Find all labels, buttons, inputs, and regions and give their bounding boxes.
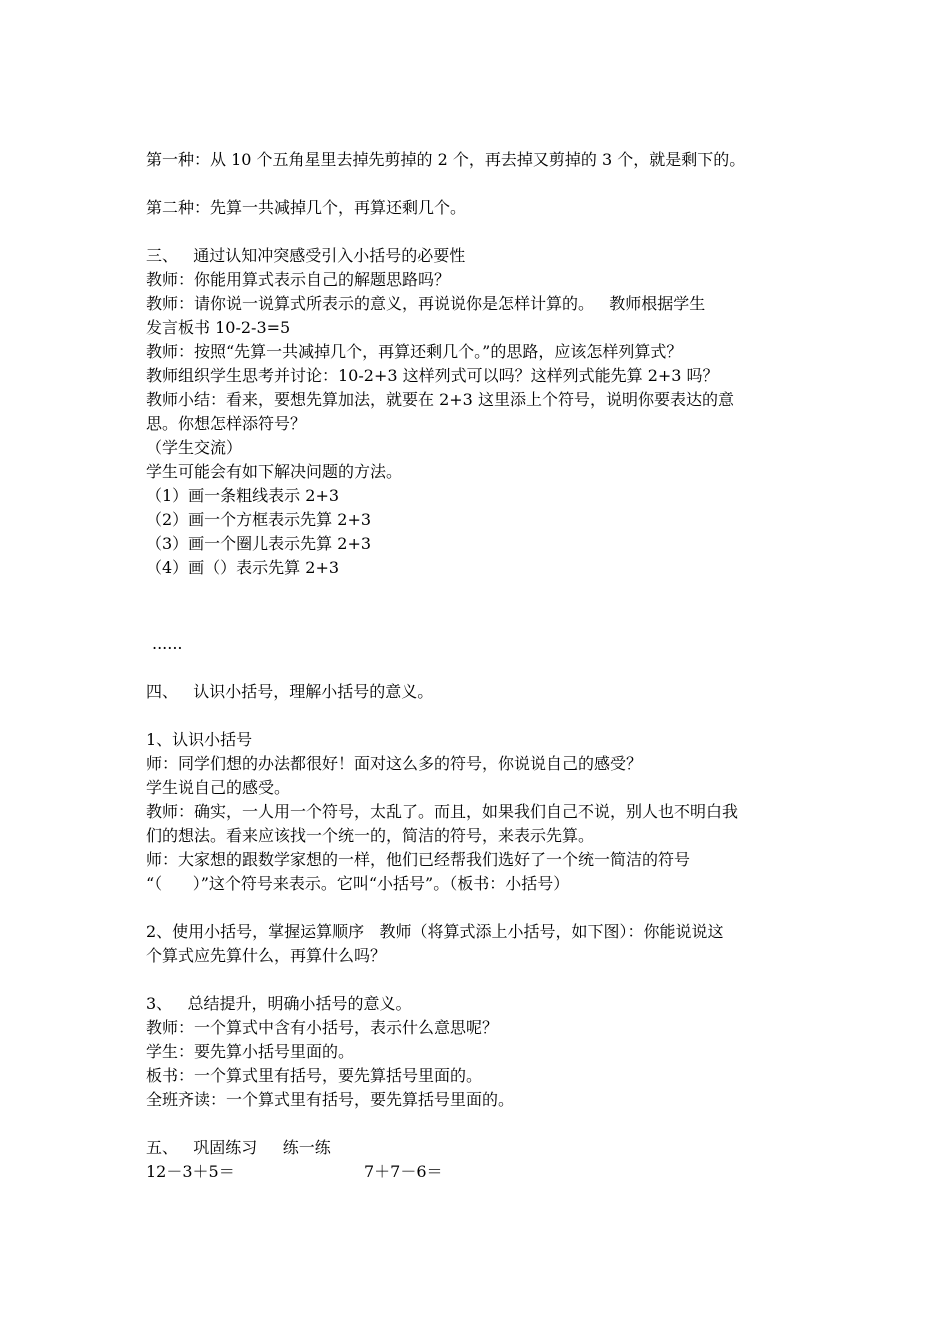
paragraph-line: 教师：按照“先算一共减掉几个，再算还剩几个。”的思路，应该怎样列算式？ [146, 342, 683, 361]
paragraph-line: 教师：确实，一人用一个符号，太乱了。而且，如果我们自己不说，别人也不明白我 [146, 802, 739, 821]
paragraph-line: 思。你想怎样添符号？ [146, 414, 307, 433]
paragraph-line: 个算式应先算什么，再算什么吗？ [146, 946, 387, 965]
paragraph-line: 教师：一个算式中含有小括号，表示什么意思呢？ [146, 1018, 499, 1037]
paragraph-line: “（ ）”这个符号来表示。它叫“小括号”。（板书：小括号） [146, 874, 570, 893]
exercise-expression: 7＋7－6＝ [364, 1162, 443, 1181]
subsection-title: 3、 总结提升，明确小括号的意义。 [146, 994, 412, 1013]
list-item: （2）画一个方框表示先算 2+3 [146, 510, 372, 529]
section-five-heading: 五、 巩固练习 练一练 [146, 1138, 331, 1157]
method-one-text: 第一种：从 10 个五角星里去掉先剪掉的 2 个，再去掉又剪掉的 3 个，就是剩下的。 [146, 150, 746, 169]
paragraph-line: 全班齐读：一个算式里有括号，要先算括号里面的。 [146, 1090, 515, 1109]
list-item: （1）画一条粗线表示 2+3 [146, 486, 340, 505]
paragraph-line: 师：同学们想的办法都很好！面对这么多的符号，你说说自己的感受？ [146, 754, 643, 773]
paragraph-line: 发言板书 10-2-3=5 [146, 318, 291, 337]
paragraph-line: （学生交流） [146, 438, 243, 457]
list-item: （4）画（）表示先算 2+3 [146, 558, 340, 577]
ellipsis-text: ...... [152, 634, 183, 653]
list-item: （3）画一个圈儿表示先算 2+3 [146, 534, 372, 553]
paragraph-line: 2、使用小括号，掌握运算顺序 教师（将算式添上小括号，如下图）：你能说说这 [146, 922, 724, 941]
paragraph-line: 学生说自己的感受。 [146, 778, 291, 797]
method-two-text: 第二种：先算一共减掉几个，再算还剩几个。 [146, 198, 467, 217]
paragraph-line: 们的想法。看来应该找一个统一的，简洁的符号，来表示先算。 [146, 826, 595, 845]
paragraph-line: 教师：请你说一说算式所表示的意义，再说说你是怎样计算的。 教师根据学生 [146, 294, 706, 313]
paragraph-line: 师：大家想的跟数学家想的一样，他们已经帮我们选好了一个统一简洁的符号 [146, 850, 691, 869]
subsection-title: 1、认识小括号 [146, 730, 253, 749]
paragraph-line: 教师：你能用算式表示自己的解题思路吗？ [146, 270, 451, 289]
paragraph-line: 板书：一个算式里有括号，要先算括号里面的。 [146, 1066, 483, 1085]
section-three-heading: 三、 通过认知冲突感受引入小括号的必要性 [146, 246, 466, 265]
paragraph-line: 学生：要先算小括号里面的。 [146, 1042, 355, 1061]
paragraph-line: 教师小结：看来，要想先算加法，就要在 2+3 这里添上个符号，说明你要表达的意 [146, 390, 734, 409]
document-page [146, 148, 826, 1184]
section-four-heading: 四、 认识小括号，理解小括号的意义。 [146, 682, 434, 701]
paragraph-line: 学生可能会有如下解决问题的方法。 [146, 462, 403, 481]
exercise-row [146, 1160, 826, 1184]
paragraph-line: 教师组织学生思考并讨论：10-2+3 这样列式可以吗？这样列式能先算 2+3 吗？ [146, 366, 719, 385]
exercise-expression: 12－3＋5＝ [146, 1162, 235, 1181]
